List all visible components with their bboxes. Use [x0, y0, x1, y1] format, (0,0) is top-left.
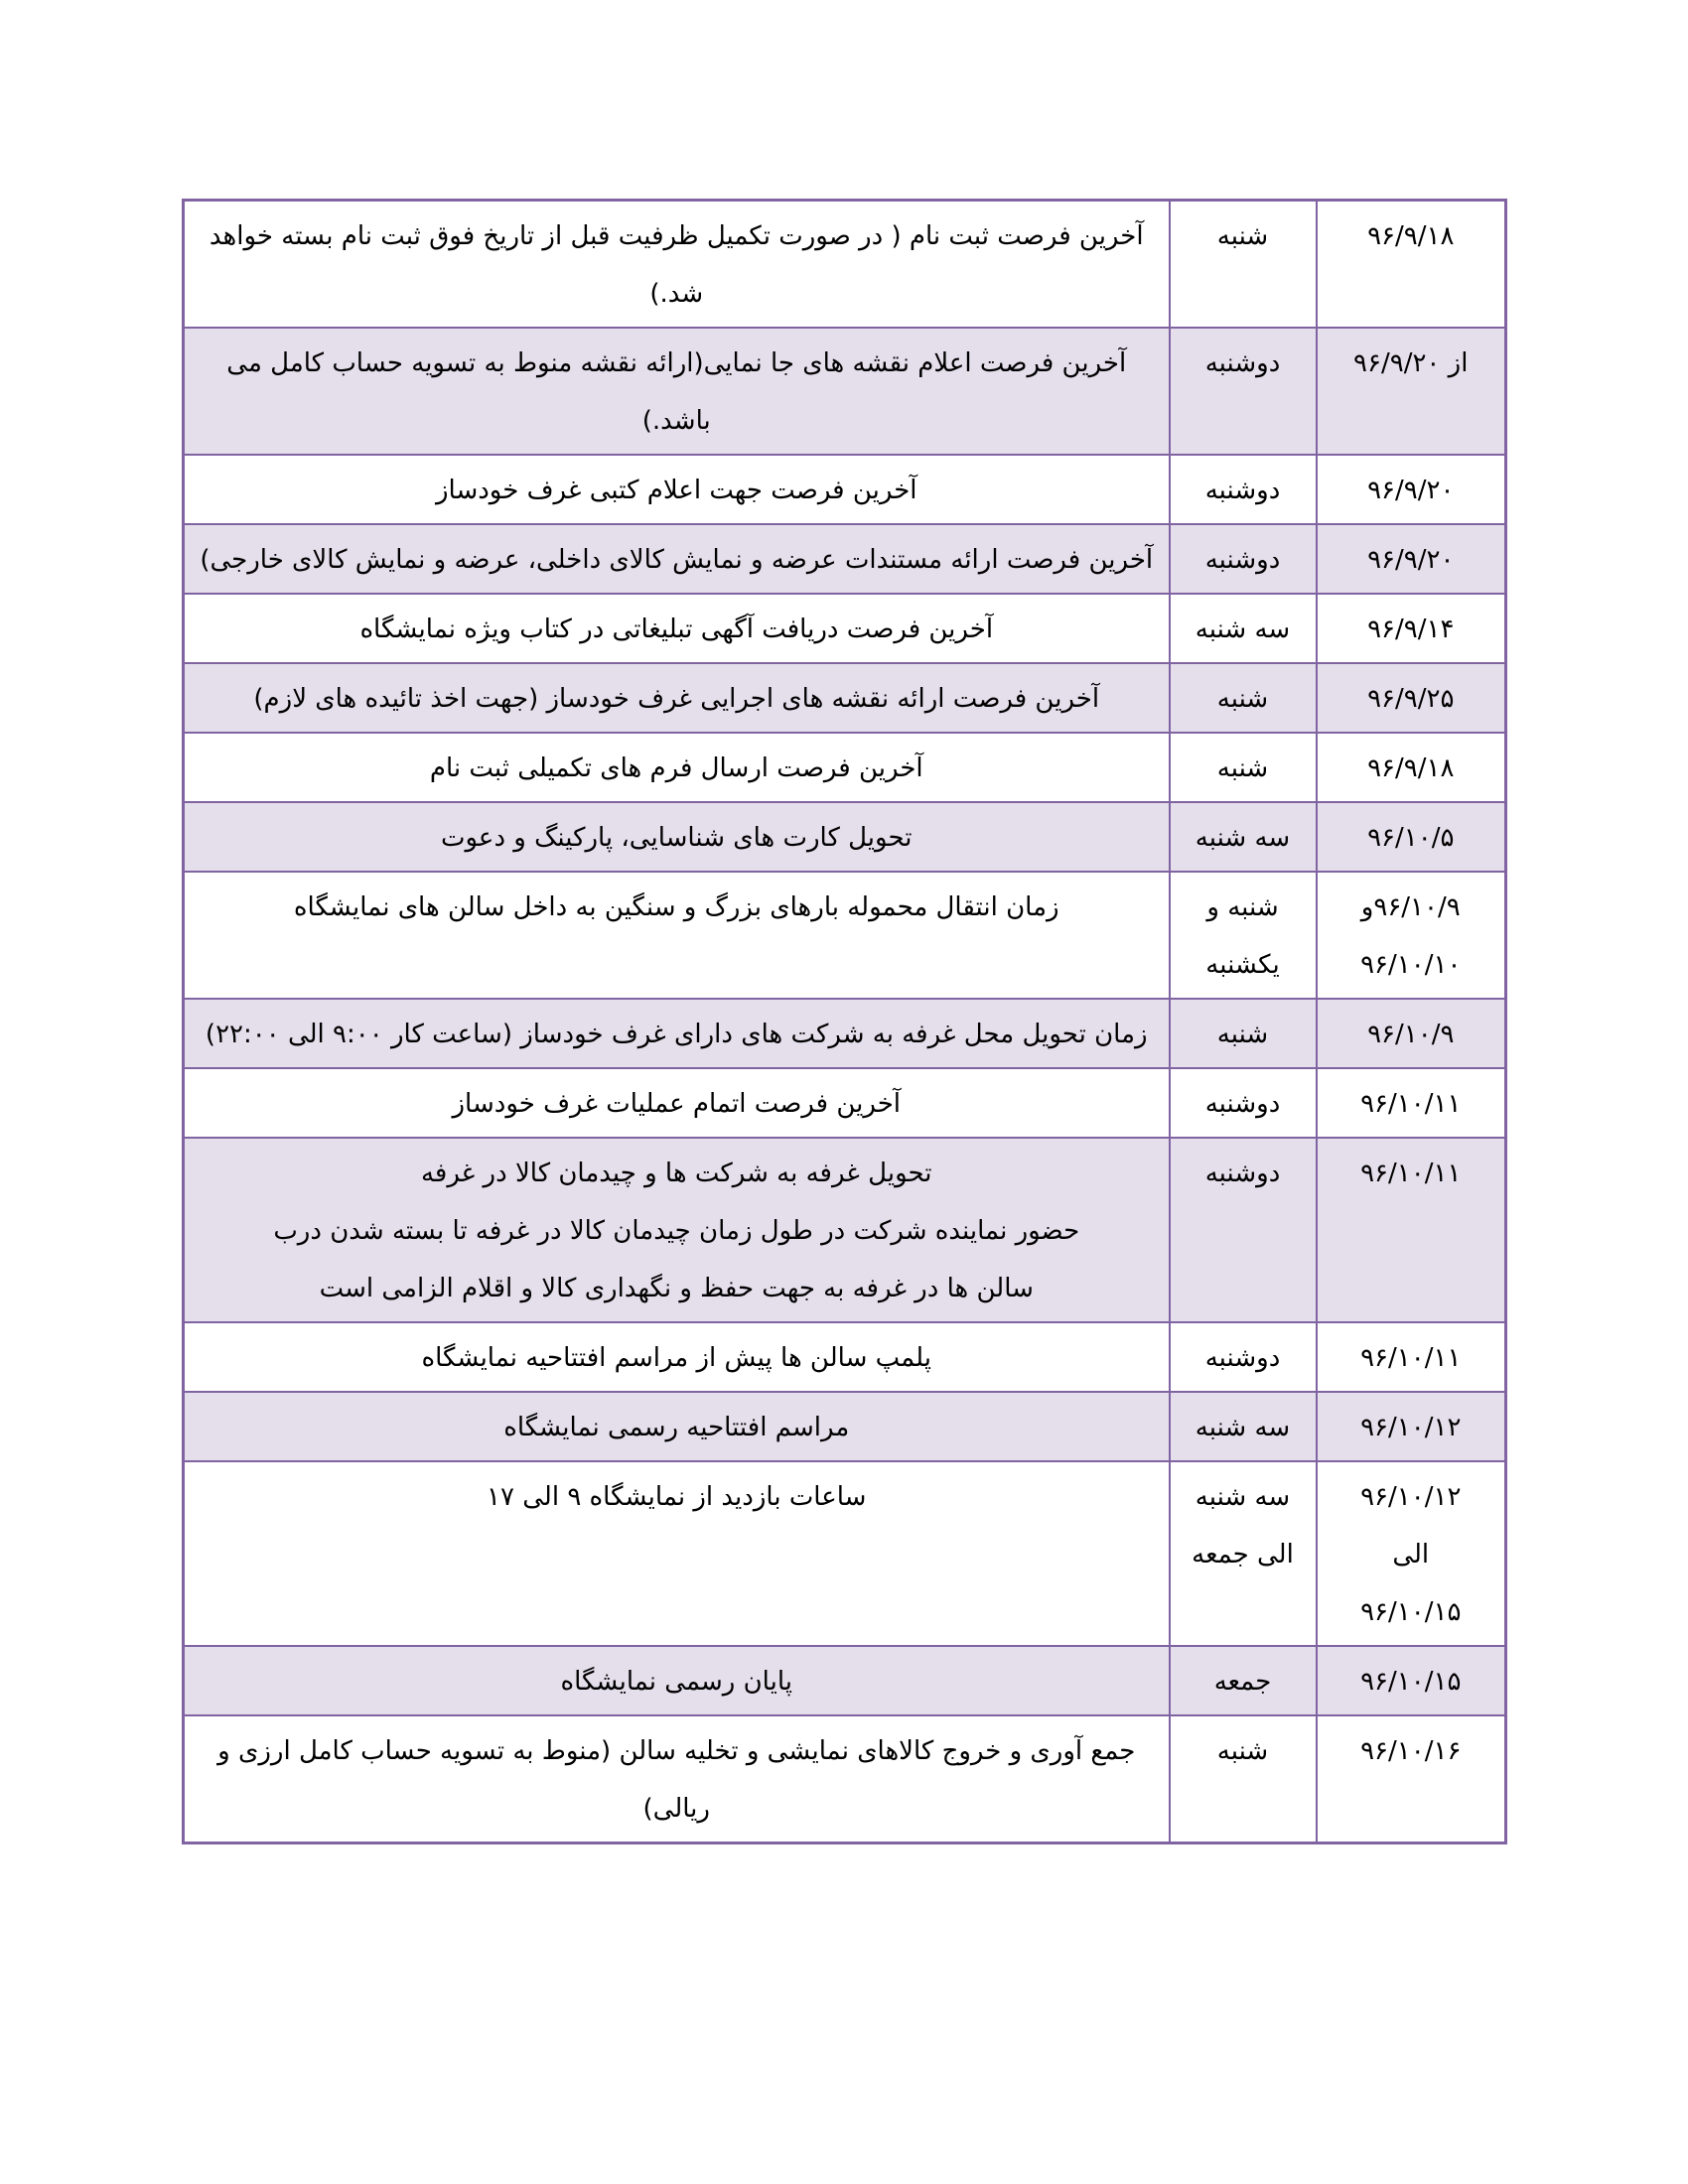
schedule-description-cell: [184, 999, 1170, 1068]
schedule-day-cell: [1170, 328, 1317, 455]
schedule-date-cell: [1317, 524, 1506, 594]
schedule-description-text: زمان انتقال محموله بارهای بزرگ و سنگین به داخل سالن های نمایشگاه: [293, 892, 1059, 922]
schedule-description-text: آخرین فرصت ارائه مستندات عرضه و نمایش کالای داخلی، عرضه و نمایش کالای خارجی): [200, 545, 1154, 575]
schedule-day-text: شنبه: [1216, 1020, 1269, 1049]
schedule-day-text: سه شنبه: [1195, 823, 1291, 853]
schedule-date-text: ۹۶/۱۰/۱۵: [1360, 1667, 1462, 1697]
schedule-day-text: شنبه: [1216, 753, 1269, 783]
schedule-description-cell: [184, 524, 1170, 594]
schedule-day-text: شنبه و یکشنبه: [1205, 892, 1280, 980]
schedule-date-text: ۹۶/۱۰/۱۱: [1360, 1159, 1462, 1188]
schedule-date-cell: [1317, 663, 1506, 733]
schedule-date-text: ۹۶/۱۰/۹: [1367, 1020, 1455, 1049]
schedule-date-cell: [1317, 594, 1506, 663]
schedule-day-text: سه شنبه: [1195, 614, 1291, 644]
schedule-date-text: ۹۶/۱۰/۹و ۹۶/۱۰/۱۰: [1360, 892, 1462, 980]
schedule-description-cell: [184, 1068, 1170, 1138]
schedule-row: [184, 594, 1506, 663]
schedule-day-cell: [1170, 455, 1317, 524]
schedule-description-text: جمع آوری و خروج کالاهای نمایشی و تخلیه سالن (منوط به تسویه حساب کامل ارزی و ریالی): [217, 1736, 1136, 1824]
schedule-description-cell: [184, 1461, 1170, 1646]
schedule-day-text: دوشنبه: [1204, 1089, 1281, 1119]
schedule-date-text: ۹۶/۹/۲۰: [1367, 545, 1455, 575]
schedule-date-text: ۹۶/۹/۲۰: [1367, 476, 1455, 505]
schedule-day-text: شنبه: [1216, 1736, 1269, 1766]
schedule-description-text: آخرین فرصت ارائه نقشه های اجرایی غرف خودساز (جهت اخذ تائیده های لازم): [253, 684, 1100, 714]
schedule-row: [184, 1646, 1506, 1715]
schedule-date-cell: [1317, 1392, 1506, 1461]
schedule-date-cell: [1317, 1646, 1506, 1715]
schedule-day-cell: [1170, 999, 1317, 1068]
schedule-description-cell: [184, 1646, 1170, 1715]
schedule-day-cell: [1170, 733, 1317, 802]
schedule-date-cell: [1317, 802, 1506, 872]
schedule-row: [184, 1715, 1506, 1843]
schedule-description-cell: [184, 1322, 1170, 1392]
schedule-row: [184, 1461, 1506, 1646]
schedule-day-text: سه شنبه: [1195, 1413, 1291, 1442]
schedule-description-cell: [184, 1392, 1170, 1461]
schedule-description-text: آخرین فرصت جهت اعلام کتبی غرف خودساز: [435, 476, 917, 505]
schedule-description-cell: [184, 872, 1170, 999]
schedule-description-cell: [184, 1715, 1170, 1843]
schedule-date-text: ۹۶/۱۰/۱۶: [1360, 1736, 1462, 1766]
schedule-day-cell: [1170, 1392, 1317, 1461]
schedule-date-cell: [1317, 1322, 1506, 1392]
exhibition-schedule-table: [182, 199, 1507, 1844]
schedule-row: [184, 328, 1506, 455]
schedule-date-text: از ۹۶/۹/۲۰: [1353, 348, 1469, 378]
schedule-row: [184, 1068, 1506, 1138]
schedule-day-cell: [1170, 1322, 1317, 1392]
schedule-description-cell: [184, 1138, 1170, 1322]
schedule-date-text: ۹۶/۱۰/۱۲ الی ۹۶/۱۰/۱۵: [1360, 1482, 1462, 1627]
schedule-date-text: ۹۶/۱۰/۱۱: [1360, 1089, 1462, 1119]
schedule-date-cell: [1317, 1138, 1506, 1322]
schedule-description-cell: [184, 455, 1170, 524]
schedule-date-text: ۹۶/۱۰/۱۲: [1360, 1413, 1462, 1442]
schedule-row: [184, 733, 1506, 802]
schedule-row: [184, 802, 1506, 872]
schedule-date-cell: [1317, 872, 1506, 999]
schedule-day-text: دوشنبه: [1204, 1343, 1281, 1373]
schedule-day-text: دوشنبه: [1204, 476, 1281, 505]
schedule-date-cell: [1317, 1461, 1506, 1646]
schedule-day-cell: [1170, 872, 1317, 999]
schedule-row: [184, 524, 1506, 594]
schedule-day-cell: [1170, 524, 1317, 594]
schedule-description-text: زمان تحویل محل غرفه به شرکت های دارای غرف خودساز (ساعت کار ۹:۰۰ الی ۲۲:۰۰): [205, 1020, 1148, 1049]
schedule-day-cell: [1170, 663, 1317, 733]
schedule-description-cell: [184, 733, 1170, 802]
schedule-table-body: [184, 201, 1506, 1843]
schedule-day-text: شنبه: [1216, 684, 1269, 714]
schedule-day-cell: [1170, 594, 1317, 663]
schedule-description-text: مراسم افتتاحیه رسمی نمایشگاه: [503, 1413, 850, 1442]
schedule-description-text: آخرین فرصت ثبت نام ( در صورت تکمیل ظرفیت قبل از تاریخ فوق ثبت نام بسته خواهد شد.): [209, 221, 1144, 309]
schedule-date-text: ۹۶/۹/۱۸: [1367, 753, 1455, 783]
schedule-day-cell: [1170, 1068, 1317, 1138]
schedule-row: [184, 1138, 1506, 1322]
schedule-date-text: ۹۶/۹/۲۵: [1367, 684, 1455, 714]
schedule-date-text: ۹۶/۹/۱۴: [1367, 614, 1455, 644]
schedule-date-text: ۹۶/۹/۱۸: [1367, 221, 1455, 251]
schedule-description-text: آخرین فرصت اعلام نقشه های جا نمایی(ارائه نقشه منوط به تسویه حساب کامل می باشد.): [226, 348, 1127, 436]
schedule-day-cell: [1170, 1461, 1317, 1646]
schedule-day-cell: [1170, 1138, 1317, 1322]
schedule-day-text: دوشنبه: [1204, 545, 1281, 575]
schedule-description-cell: [184, 594, 1170, 663]
schedule-day-text: دوشنبه: [1204, 348, 1281, 378]
schedule-row: [184, 201, 1506, 329]
schedule-day-text: سه شنبه الی جمعه: [1192, 1482, 1294, 1570]
schedule-day-cell: [1170, 1715, 1317, 1843]
schedule-description-text: پایان رسمی نمایشگاه: [560, 1667, 792, 1697]
schedule-date-cell: [1317, 999, 1506, 1068]
schedule-date-cell: [1317, 733, 1506, 802]
schedule-row: [184, 663, 1506, 733]
schedule-description-text: آخرین فرصت دریافت آگهی تبلیغاتی در کتاب ویژه نمایشگاه: [359, 614, 994, 644]
schedule-row: [184, 455, 1506, 524]
schedule-day-cell: [1170, 201, 1317, 329]
schedule-date-text: ۹۶/۱۰/۵: [1367, 823, 1455, 853]
schedule-row: [184, 1392, 1506, 1461]
schedule-description-text: پلمپ سالن ها پیش از مراسم افتتاحیه نمایشگاه: [421, 1343, 932, 1373]
schedule-description-text: تحویل غرفه به شرکت ها و چیدمان کالا در غرفه حضور نماینده شرکت در طول زمان چیدمان کالا در غرفه تا بسته شدن درب سالن ها در غرفه به جهت حفظ و نگهداری کالا و اقلام الزامی است: [273, 1159, 1080, 1303]
schedule-row: [184, 999, 1506, 1068]
schedule-description-cell: [184, 201, 1170, 329]
schedule-description-cell: [184, 663, 1170, 733]
schedule-description-cell: [184, 328, 1170, 455]
schedule-date-cell: [1317, 1715, 1506, 1843]
schedule-description-text: آخرین فرصت ارسال فرم های تکمیلی ثبت نام: [429, 753, 923, 783]
schedule-date-cell: [1317, 1068, 1506, 1138]
schedule-day-cell: [1170, 1646, 1317, 1715]
schedule-day-text: شنبه: [1216, 221, 1269, 251]
schedule-description-text: آخرین فرصت اتمام عملیات غرف خودساز: [452, 1089, 902, 1119]
schedule-row: [184, 872, 1506, 999]
schedule-description-cell: [184, 802, 1170, 872]
schedule-row: [184, 1322, 1506, 1392]
schedule-date-cell: [1317, 328, 1506, 455]
schedule-date-cell: [1317, 201, 1506, 329]
schedule-date-cell: [1317, 455, 1506, 524]
schedule-day-text: دوشنبه: [1204, 1159, 1281, 1188]
schedule-day-cell: [1170, 802, 1317, 872]
schedule-description-text: تحویل کارت های شناسایی، پارکینگ و دعوت: [441, 823, 913, 853]
schedule-date-text: ۹۶/۱۰/۱۱: [1360, 1343, 1462, 1373]
schedule-description-text: ساعات بازدید از نمایشگاه ۹ الی ۱۷: [487, 1482, 867, 1512]
schedule-day-text: جمعه: [1213, 1667, 1272, 1697]
